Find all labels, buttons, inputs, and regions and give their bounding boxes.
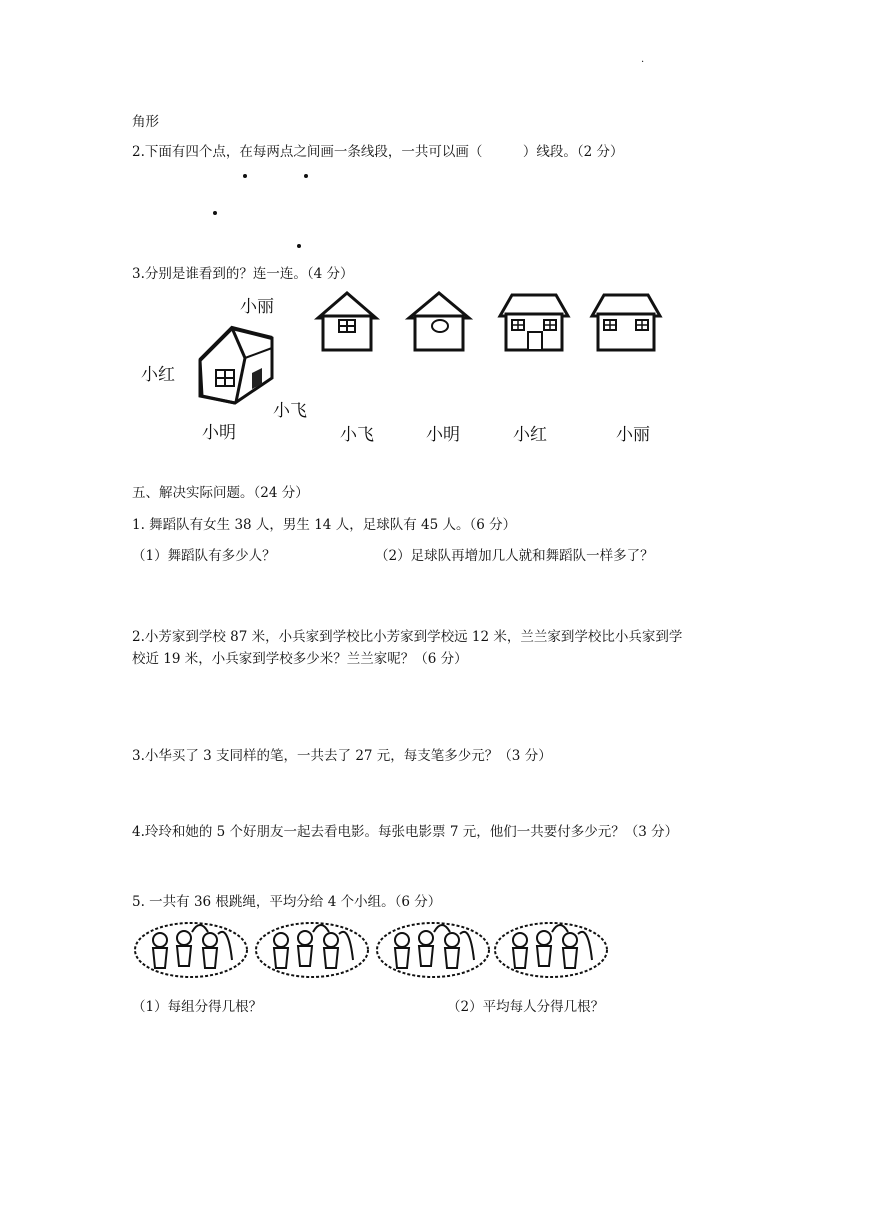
problem-5-text: 5. 一共有 36 根跳绳，平均分给 4 个小组。（6 分） xyxy=(132,894,442,910)
house-view-door-icon xyxy=(496,290,572,355)
problem-1-text: 1. 舞蹈队有女生 38 人，男生 14 人，足球队有 45 人。（6 分） xyxy=(132,517,517,533)
section-title: 五、解决实际问题。（24 分） xyxy=(132,485,309,501)
problem-1-sub2: （2）足球队再增加几人就和舞蹈队一样多了？ xyxy=(375,548,654,564)
viewer-label-left: 小红 xyxy=(141,365,175,385)
problem-2-line2: 校近 19 米，小兵家到学校多少米？兰兰家呢？（6 分） xyxy=(132,651,468,667)
jump-rope-group-icon xyxy=(253,920,371,980)
q3-text: 3.分别是谁看到的？连一连。（4 分） xyxy=(132,266,354,282)
problem-5-sub2: （2）平均每人分得几根？ xyxy=(447,999,605,1015)
problem-5-sub1: （1）每组分得几根？ xyxy=(132,999,263,1015)
answer-label-2: 小飞 xyxy=(340,425,374,445)
point-dot xyxy=(213,211,217,215)
viewer-label-right: 小飞 xyxy=(273,401,307,421)
problem-2-line1: 2.小芳家到学校 87 米，小兵家到学校比小芳家到学校远 12 米，兰兰家到学校比小兵家到学 xyxy=(132,629,683,645)
house-view-round-window-icon xyxy=(405,290,473,355)
answer-label-1: 小明 xyxy=(202,423,236,443)
problem-4-text: 4.玲玲和她的 5 个好朋友一起去看电影。每张电影票 7 元，他们一共要付多少元？（3 分） xyxy=(132,824,679,840)
problem-1-sub1: （1）舞蹈队有多少人？ xyxy=(132,548,276,564)
jump-rope-group-icon xyxy=(374,920,492,980)
point-dot xyxy=(243,174,247,178)
house-3d-icon xyxy=(180,318,280,413)
jump-rope-group-icon xyxy=(132,920,250,980)
continued-text: 角形 xyxy=(132,114,159,130)
answer-label-5: 小丽 xyxy=(616,425,650,445)
house-view-window-icon xyxy=(314,290,380,355)
viewer-label-top: 小丽 xyxy=(240,297,274,317)
point-dot xyxy=(304,174,308,178)
q2-text: 2.下面有四个点，在每两点之间画一条线段，一共可以画（ ）线段。（2 分） xyxy=(132,144,624,160)
point-dot xyxy=(297,244,301,248)
house-view-two-windows-icon xyxy=(588,290,664,355)
answer-label-4: 小红 xyxy=(513,425,547,445)
header-mark: . xyxy=(641,54,645,65)
answer-label-3: 小明 xyxy=(426,425,460,445)
problem-3-text: 3.小华买了 3 支同样的笔，一共去了 27 元，每支笔多少元？（3 分） xyxy=(132,748,552,764)
jump-rope-group-icon xyxy=(492,920,610,980)
